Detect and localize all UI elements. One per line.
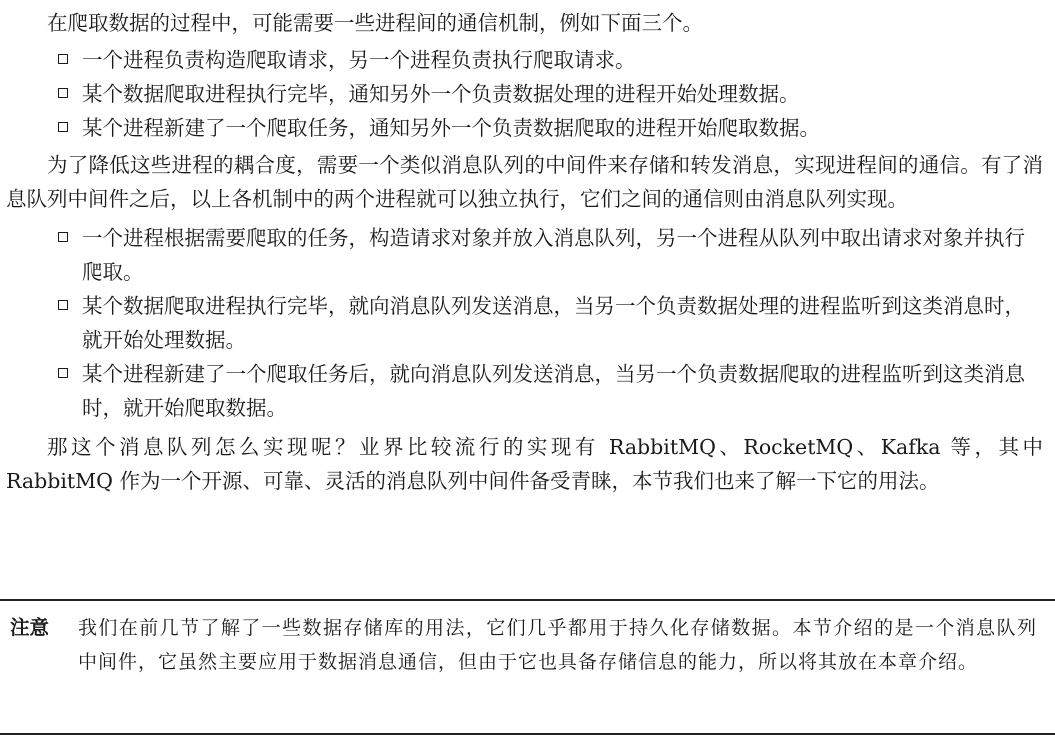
checkbox-bullet-icon [58,368,68,378]
list-item-text: 某个数据爬取进程执行完毕，通知另外一个负责数据处理的进程开始处理数据。 [82,82,800,106]
list-item [6,43,1043,77]
note-text: 我们在前几节了解了一些数据存储库的用法，它们几乎都用于持久化存储数据。本节介绍的是一个消息队列中间件，它虽然主要应用于数据消息通信，但由于它也具备存储信息的能力，所以将其放在本章介绍。 [78,617,1037,673]
body-paragraph: 那这个消息队列怎么实现呢？业界比较流行的实现有 RabbitMQ、RocketMQ、Kafka 等，其中 RabbitMQ 作为一个开源、可靠、灵活的消息队列中间件备受青睐，本节我们也来了解一下它的用法。 [6,435,1043,493]
list-item [6,357,1043,425]
list-item-text: 某个进程新建了一个爬取任务后，就向消息队列发送消息，当另一个负责数据爬取的进程监听到这类消息时，就开始爬取数据。 [82,362,1025,420]
list-item-text: 一个进程负责构造爬取请求，另一个进程负责执行爬取请求。 [82,48,636,72]
checkbox-bullet-icon [58,122,68,132]
checkbox-bullet-icon [58,232,68,242]
checkbox-bullet-icon [58,300,68,310]
list-item-text: 某个进程新建了一个爬取任务，通知另外一个负责数据爬取的进程开始爬取数据。 [82,116,820,140]
mechanism-list [6,43,1043,145]
note-box [0,599,1055,735]
note-label: 注意 [10,616,50,639]
list-item-text: 某个数据爬取进程执行完毕，就向消息队列发送消息，当另一个负责数据处理的进程监听到这类消息时，就开始处理数据。 [82,294,1025,352]
list-item [6,111,1043,145]
list-item [6,77,1043,111]
checkbox-bullet-icon [58,88,68,98]
intro-paragraph: 在爬取数据的过程中，可能需要一些进程间的通信机制，例如下面三个。 [47,11,703,35]
body-paragraph: 为了降低这些进程的耦合度，需要一个类似消息队列的中间件来存储和转发消息，实现进程间的通信。有了消息队列中间件之后，以上各机制中的两个进程就可以独立执行，它们之间的通信则由消息队列实现。 [6,153,1043,211]
list-item-text: 一个进程根据需要爬取的任务，构造请求对象并放入消息队列，另一个进程从队列中取出请求对象并执行爬取。 [82,226,1025,284]
list-item [6,221,1043,289]
checkbox-bullet-icon [58,54,68,64]
queue-list [6,221,1043,425]
list-item [6,289,1043,357]
